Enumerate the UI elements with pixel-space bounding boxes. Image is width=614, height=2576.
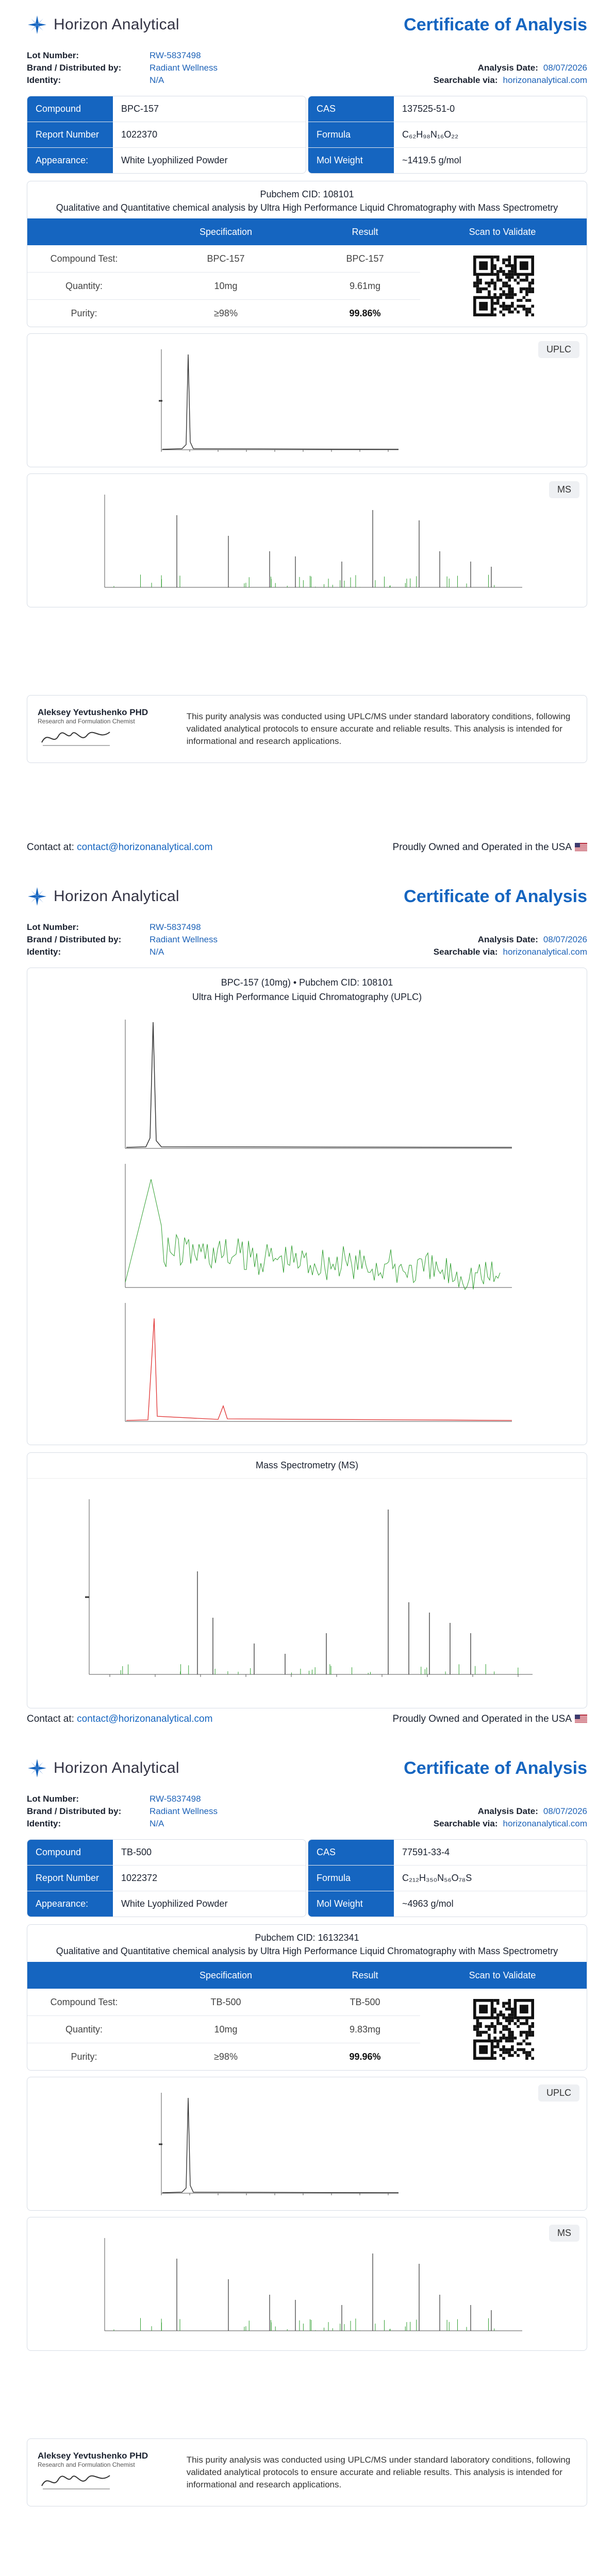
ms-detail-panel bbox=[27, 1452, 587, 1708]
compound-value: BPC-157 bbox=[121, 104, 159, 114]
spec-value: 10mg bbox=[214, 2024, 238, 2035]
qr-code[interactable] bbox=[420, 1989, 587, 2070]
meta-block bbox=[27, 49, 587, 87]
row-label: Quantity: bbox=[65, 2024, 103, 2035]
identity-label: Identity: bbox=[27, 1819, 61, 1828]
signer-role: Research and Formulation Chemist bbox=[38, 2461, 135, 2468]
spec-col-header: Specification bbox=[199, 226, 253, 237]
spec-value: TB-500 bbox=[210, 1996, 241, 2007]
search-label: Searchable via: bbox=[433, 75, 498, 85]
identity-label: Identity: bbox=[27, 75, 61, 85]
spec-col-header: Specification bbox=[199, 1970, 253, 1980]
formula-label: Formula bbox=[308, 122, 394, 147]
ms-tag: MS bbox=[549, 481, 579, 498]
signer-name: Aleksey Yevtushenko PHD bbox=[38, 2450, 148, 2461]
ms-detail-chart bbox=[27, 1479, 587, 1705]
lot-value: RW-5837498 bbox=[150, 922, 201, 932]
search-label: Searchable via: bbox=[433, 947, 498, 957]
mw-label: Mol Weight bbox=[308, 148, 394, 173]
contact-email-link[interactable]: contact@horizonanalytical.com bbox=[77, 842, 213, 853]
meta-block bbox=[27, 921, 587, 958]
header bbox=[27, 0, 587, 49]
identity-value: N/A bbox=[150, 947, 164, 957]
detail-title: BPC-157 (10mg) • Pubchem CID: 108101 bbox=[221, 977, 393, 988]
search-link[interactable]: horizonanalytical.com bbox=[503, 75, 587, 85]
method-text: Qualitative and Quantitative chemical analysis by Ultra High Performance Liquid Chromatography with Mass Spectrometry bbox=[56, 1946, 558, 1956]
footer bbox=[27, 842, 587, 853]
result-value: 9.83mg bbox=[349, 2024, 381, 2035]
header bbox=[27, 872, 587, 921]
cas-value: 77591-33-4 bbox=[402, 1847, 450, 1857]
compass-logo-icon bbox=[27, 886, 47, 907]
coa-page-3 bbox=[0, 1743, 614, 2576]
page-title: Certificate of Analysis bbox=[404, 14, 587, 35]
cas-label: CAS bbox=[308, 96, 394, 122]
us-flag-icon bbox=[575, 843, 587, 851]
date-label: Analysis Date: bbox=[477, 63, 538, 73]
date-label: Analysis Date: bbox=[477, 935, 538, 944]
lot-value: RW-5837498 bbox=[150, 50, 201, 60]
ms-thumbnail bbox=[27, 473, 587, 607]
search-link[interactable]: horizonanalytical.com bbox=[503, 1819, 587, 1828]
spec-header bbox=[27, 218, 587, 245]
brand-label: Brand / Distributed by: bbox=[27, 1806, 122, 1816]
report-value: 1022370 bbox=[121, 129, 158, 140]
spec-value: BPC-157 bbox=[207, 253, 245, 264]
report-label: Report Number bbox=[27, 1866, 113, 1891]
method-text: Qualitative and Quantitative chemical analysis by Ultra High Performance Liquid Chromatography with Mass Spectrometry bbox=[56, 202, 558, 213]
spec-header bbox=[27, 1962, 587, 1989]
header bbox=[27, 1743, 587, 1793]
result-value: 9.61mg bbox=[349, 280, 381, 291]
result-col-header: Result bbox=[352, 1970, 378, 1980]
spec-value: ≥98% bbox=[214, 2051, 238, 2062]
mw-value: ~4963 g/mol bbox=[402, 1899, 454, 1909]
report-value: 1022372 bbox=[121, 1873, 158, 1883]
row-label: Compound Test: bbox=[50, 253, 118, 264]
result-value: BPC-157 bbox=[346, 253, 384, 264]
uplc-chart bbox=[27, 2077, 587, 2210]
brand-label: Brand / Distributed by: bbox=[27, 63, 122, 73]
lot-label: Lot Number: bbox=[27, 1794, 79, 1804]
uplc-detail-chart bbox=[27, 1009, 587, 1442]
statement-text: This purity analysis was conducted using UPLC/MS under standard laboratory conditions, following validated analytical protocols to ensure accurate and reliable results. This analysis is intended for informational and research applications. bbox=[186, 2455, 571, 2489]
info-cards bbox=[27, 1839, 587, 1917]
brand-value: Radiant Wellness bbox=[150, 63, 218, 73]
us-flag-icon bbox=[575, 1715, 587, 1723]
uplc-thumbnail bbox=[27, 333, 587, 467]
date-value: 08/07/2026 bbox=[543, 63, 587, 73]
formula-label: Formula bbox=[308, 1866, 394, 1891]
ms-chart bbox=[27, 474, 587, 607]
uplc-tag: UPLC bbox=[538, 2084, 579, 2102]
signature-image bbox=[38, 725, 115, 749]
qr-code-icon bbox=[473, 1999, 534, 2060]
uplc-tag: UPLC bbox=[538, 341, 579, 358]
appearance-value: White Lyophilized Powder bbox=[121, 1899, 228, 1909]
brand-name: Horizon Analytical bbox=[54, 16, 179, 33]
spec-value: ≥98% bbox=[214, 308, 238, 318]
qr-code-icon bbox=[473, 256, 534, 316]
cas-value: 137525-51-0 bbox=[402, 104, 455, 114]
brand-value: Radiant Wellness bbox=[150, 1806, 218, 1816]
compound-card bbox=[27, 96, 306, 174]
lot-value: RW-5837498 bbox=[150, 1794, 201, 1804]
result-value: 99.86% bbox=[349, 308, 381, 318]
spec-panel bbox=[27, 1924, 587, 2071]
compound-card bbox=[27, 1839, 306, 1917]
ms-title: Mass Spectrometry (MS) bbox=[27, 1453, 587, 1479]
row-label: Purity: bbox=[71, 2051, 97, 2062]
compound-value: TB-500 bbox=[121, 1847, 152, 1857]
coa-page-1 bbox=[0, 0, 614, 872]
info-cards bbox=[27, 96, 587, 174]
uplc-thumbnail bbox=[27, 2077, 587, 2211]
date-value: 08/07/2026 bbox=[543, 1806, 587, 1816]
made-in-usa: Proudly Owned and Operated in the USA bbox=[392, 1714, 572, 1724]
table-row bbox=[27, 1989, 420, 2016]
compound-label: Compound bbox=[27, 1840, 113, 1865]
detail-method: Ultra High Performance Liquid Chromatography (UPLC) bbox=[192, 992, 422, 1002]
page-title: Certificate of Analysis bbox=[404, 886, 587, 906]
uplc-detail-panel bbox=[27, 968, 587, 1445]
contact-email-link[interactable]: contact@horizonanalytical.com bbox=[77, 1714, 213, 1724]
lot-label: Lot Number: bbox=[27, 922, 79, 932]
report-label: Report Number bbox=[27, 122, 113, 147]
search-label: Searchable via: bbox=[433, 1819, 498, 1828]
statement-text: This purity analysis was conducted using UPLC/MS under standard laboratory conditions, following validated analytical protocols to ensure accurate and reliable results. This analysis is intended for informational and research applications. bbox=[186, 711, 571, 746]
date-value: 08/07/2026 bbox=[543, 935, 587, 944]
result-value: TB-500 bbox=[350, 1996, 380, 2007]
compound-label: Compound bbox=[27, 96, 113, 122]
signature-block bbox=[27, 695, 587, 763]
uplc-chart bbox=[27, 334, 587, 467]
coa-page-2 bbox=[0, 872, 614, 1743]
scan-col-header: Scan to Validate bbox=[469, 226, 536, 237]
brand-name: Horizon Analytical bbox=[54, 1759, 179, 1776]
result-value: 99.96% bbox=[349, 2051, 381, 2062]
footer bbox=[27, 1714, 587, 1725]
spec-value: 10mg bbox=[214, 280, 238, 291]
page-title: Certificate of Analysis bbox=[404, 1758, 587, 1778]
identity-label: Identity: bbox=[27, 947, 61, 957]
row-label: Quantity: bbox=[65, 280, 103, 291]
brand-value: Radiant Wellness bbox=[150, 935, 218, 944]
compass-logo-icon bbox=[27, 1758, 47, 1778]
identity-value: N/A bbox=[150, 75, 164, 85]
signer-role: Research and Formulation Chemist bbox=[38, 717, 135, 725]
lot-label: Lot Number: bbox=[27, 50, 79, 60]
date-label: Analysis Date: bbox=[477, 1806, 538, 1816]
scan-col-header: Scan to Validate bbox=[469, 1970, 536, 1980]
meta-block bbox=[27, 1793, 587, 1830]
formula-value: C₂₁₂H₃₅₀N₅₆O₇₈S bbox=[402, 1873, 472, 1883]
signature-block bbox=[27, 2438, 587, 2506]
pubchem-id: Pubchem CID: 108101 bbox=[260, 189, 354, 199]
chem-card bbox=[308, 1839, 587, 1917]
ms-chart bbox=[27, 2217, 587, 2350]
signer-name: Aleksey Yevtushenko PHD bbox=[38, 707, 148, 717]
table-row bbox=[27, 300, 420, 327]
identity-value: N/A bbox=[150, 1819, 164, 1828]
ms-tag: MS bbox=[549, 2225, 579, 2242]
table-row bbox=[27, 273, 420, 300]
result-col-header: Result bbox=[352, 226, 378, 237]
made-in-usa: Proudly Owned and Operated in the USA bbox=[392, 842, 572, 853]
ms-thumbnail bbox=[27, 2217, 587, 2351]
appearance-label: Appearance: bbox=[27, 148, 113, 173]
table-row bbox=[27, 2043, 420, 2070]
mw-value: ~1419.5 g/mol bbox=[402, 155, 461, 165]
brand-name: Horizon Analytical bbox=[54, 888, 179, 905]
logo bbox=[27, 14, 179, 35]
search-link[interactable]: horizonanalytical.com bbox=[503, 947, 587, 957]
brand-label: Brand / Distributed by: bbox=[27, 935, 122, 944]
row-label: Purity: bbox=[71, 308, 97, 318]
mw-label: Mol Weight bbox=[308, 1891, 394, 1917]
table-row bbox=[27, 245, 420, 273]
formula-value: C₆₂H₉₈N₁₆O₂₂ bbox=[402, 129, 459, 140]
signature-image bbox=[38, 2468, 115, 2492]
spec-panel bbox=[27, 181, 587, 327]
table-row bbox=[27, 2016, 420, 2043]
appearance-label: Appearance: bbox=[27, 1891, 113, 1917]
row-label: Compound Test: bbox=[50, 1996, 118, 2007]
contact-label: Contact at: bbox=[27, 1714, 74, 1724]
contact-label: Contact at: bbox=[27, 842, 74, 853]
pubchem-id: Pubchem CID: 16132341 bbox=[255, 1933, 359, 1943]
qr-code[interactable] bbox=[420, 245, 587, 327]
cas-label: CAS bbox=[308, 1840, 394, 1865]
appearance-value: White Lyophilized Powder bbox=[121, 155, 228, 165]
chem-card bbox=[308, 96, 587, 174]
compass-logo-icon bbox=[27, 14, 47, 35]
